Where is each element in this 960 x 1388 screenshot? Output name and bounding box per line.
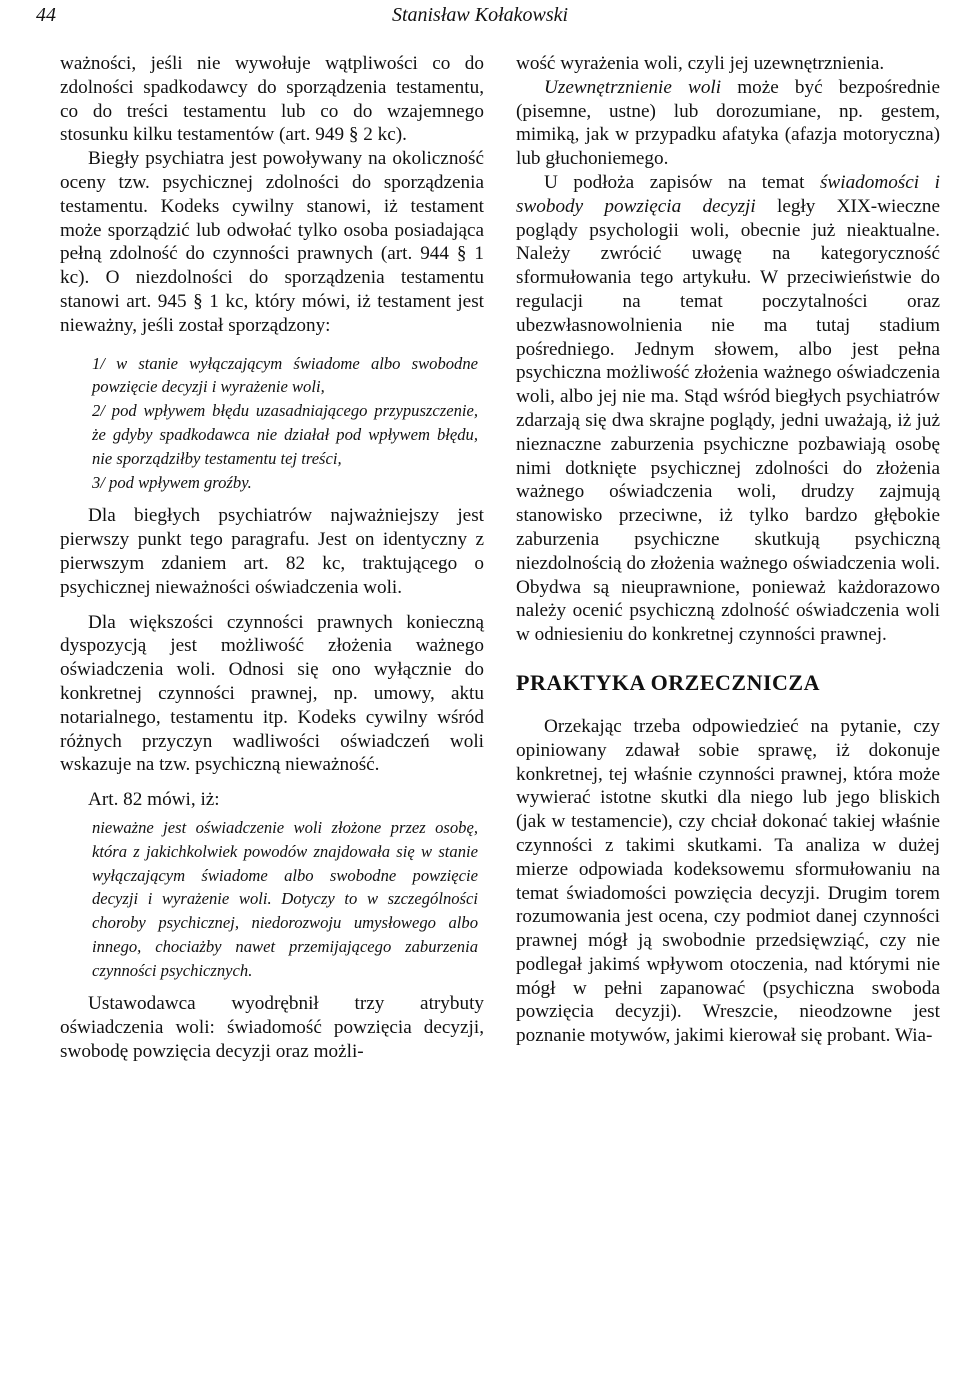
- emphasis-swiadomosc: świadomości i swobody powzięcia decyzji: [516, 171, 940, 217]
- running-header-author: Stanisław Kołakowski: [391, 4, 569, 26]
- right-paragraph-2: [516, 76, 940, 171]
- left-column: [60, 52, 484, 1064]
- quote-article-82: [60, 816, 484, 983]
- left-paragraph-5: Art. 82 mówi, iż:: [88, 789, 220, 811]
- page-number: 44: [36, 4, 56, 26]
- right-paragraph-3-lead: U podłoża zapisów na temat: [544, 171, 820, 193]
- left-paragraph-3: Dla biegłych psychiatrów najważniejszy jest pierwszy punkt tego paragrafu. Jest on identyczny z pierwszym zdaniem art. 82 kc, traktującego o psychicznej nieważności oświadczenia woli.: [60, 505, 484, 598]
- left-paragraph-1: ważności, jeśli nie wywołuje wątpliwości co do zdolności spadkodawcy do sporządzenia testamentu, co do treści testamentu lub co do wzajemnego stosunku kilku testamentów (art. 949 § 2 kc).: [60, 53, 484, 146]
- right-column: [516, 52, 940, 1048]
- section-heading: PRAKTYKA ORZECZNICZA: [516, 669, 820, 695]
- left-paragraph-4: Dla większości czynności prawnych konieczną dyspozycją jest możliwość złożenia ważnego oświadczenia woli. Odnosi się ono wyłącznie do konkretnej czynności prawnej, np. umowy, aktu notarialnego, testamentu itp. Kodeks cywilny wśród różnych przyczyn wadliwości oświadczeń woli wskazuje na tzw. psychiczną nieważność.: [60, 611, 484, 776]
- quote-article-82-text: nieważne jest oświadczenie woli złożone przez osobę, która z jakichkolwiek powodów znajdowała się w stanie wyłączającym świadome albo swobodne powzięcie decyzji i wyrażenie woli. Dotyczy to w szczególności choroby psychicznej, niedorozwoju umysłowego albo innego, chociażby nawet przemijającego zaburzenia czynności psychicznych.: [92, 817, 478, 980]
- left-paragraph-2: Biegły psychiatra jest powoływany na okoliczność oceny tzw. psychicznej zdolności do sporządzenia testamentu. Kodeks cywilny stanowi, iż testament może sporządzić lub odwołać tylko osoba posiadająca pełną zdolność do czynności prawnych (art. 944 § 1 kc). O niezdolności do sporządzenia testamentu stanowi art. 945 § 1 kc, który mówi, iż testament jest nieważny, jeśli został sporządzony:: [60, 148, 484, 336]
- right-paragraph-1: wość wyrażenia woli, czyli jej uzewnętrznienia.: [516, 53, 885, 74]
- right-paragraph-3-text: legły XIX-wieczne poglądy psychologii woli, obecnie już nieaktualne. Należy zwrócić uwagę na kategoryczność sformułowania tego artykułu. W przeciwieństwie do regulacji na temat poczytalności oraz ubezwłasnowolnienia nie ma tutaj stadium pośredniego. Jednym słowem, albo jest pełna psychiczna możliwość złożenia ważnego oświadczenia woli, albo jej nie ma. Stąd wśród biegłych psychiatrów zdarzają się dwa skrajne poglądy, jedni uważają, iż już nieznaczne zaburzenia psychiczne pozbawiają osobę nimi dotknięte psychicznej zdolności do złożenia ważnego oświadczenia woli, drudzy zajmują stanowisko przeciwne, iż tylko bardzo głębokie zaburzenia psychiczne skutkują psychiczną niezdolnością do złożenia ważnego oświadczenia woli. Obydwa są nieuprawnione, ponieważ każdorazowo należy ocenić psychiczną zdolność oświadczenia woli w odniesieniu do konkretnej czynności prawnej.: [516, 195, 940, 646]
- quote-article-945: [60, 352, 484, 495]
- right-paragraph-3: [516, 171, 940, 647]
- running-header: [0, 0, 960, 30]
- right-paragraph-4: Orzekając trzeba odpowiedzieć na pytanie, czy opiniowany zdawał sobie sprawę, iż dokonuje konkretnej, tej właśnie czynności prawnej, która może wywierać istotne skutki dla niego lub jego bliskich (jak w testamencie), czy chciał dokonać takiej właśnie czynności z takimi skutkami. Ta analiza w dużej mierze odpowiada kodeksowemu sformułowaniu na temat świadomości powzięcia decyzji. Drugim torem rozumowania jest ocena, czy podmiot danej czynności prawnej mógł ją swobodnie przedsięwziąć, czy nie podlegał jakimś wpływom otoczenia, nad którymi nie mógł w pełni zapanować (psychiczna swoboda powzięcia decyzji). Wreszcie, nieodzowne jest poznanie motywów, jakimi kierował się probant. Wia-: [516, 715, 940, 1047]
- quote-item-1: 1/ w stanie wyłączającym świadome albo swobodne powzięcie decyzji i wyrażenie woli,: [92, 353, 478, 397]
- emphasis-uzewnetrznienie: Uzewnętrznienie woli: [544, 76, 722, 98]
- left-paragraph-6: Ustawodawca wyodrębnił trzy atrybuty oświadczenia woli: świadomość powzięcia decyzji, swobodę powzięcia decyzji oraz możli-: [60, 993, 484, 1063]
- quote-item-2: 2/ pod wpływem błędu uzasadniającego przypuszczenie, że gdyby spadkodawca nie działał pod wpływem błędu, nie sporządziłby testamentu tej treści,: [92, 401, 478, 468]
- quote-item-3: 3/ pod wpływem groźby.: [92, 472, 252, 492]
- right-paragraph-2-text: może być bezpośrednie (pisemne, ustne) lub dorozumiane, np. gestem, mimiką, jak w przypadku afatyka (afazja motoryczna) lub głuchoniemego.: [516, 76, 940, 170]
